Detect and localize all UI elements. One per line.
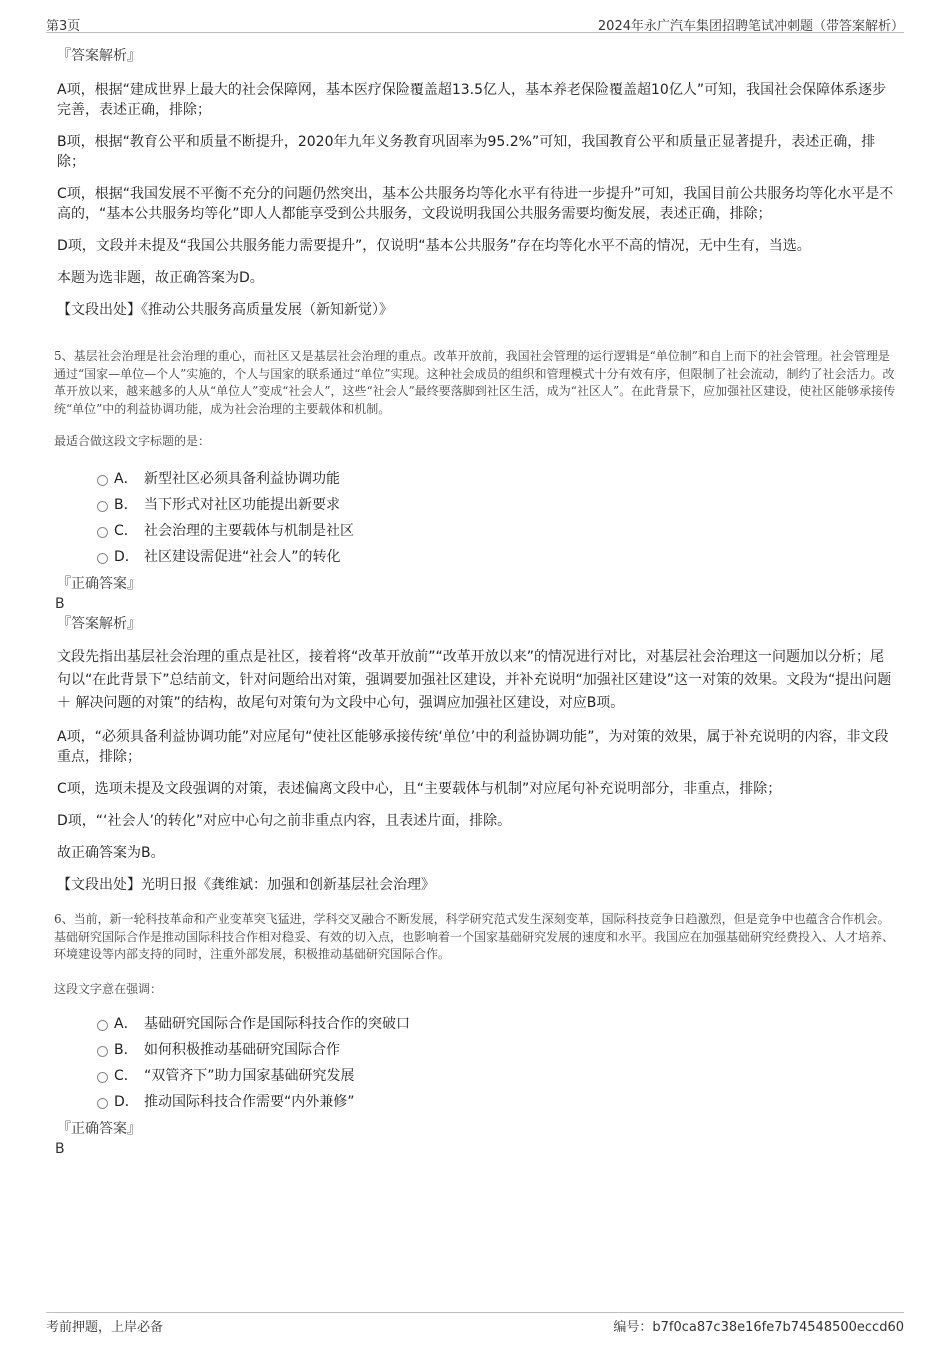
question-6-option-b[interactable] [57, 1037, 897, 1063]
option-text: 社区建设需促进“社会人”的转化 [144, 549, 341, 565]
question-6-option-a[interactable] [57, 1011, 897, 1037]
footer-slogan: 考前押题，上岸必备 [46, 1320, 164, 1335]
correct-answer-label: 『正确答案』 [57, 576, 141, 592]
q5-analysis-conclusion: 故正确答案为B。 [57, 845, 165, 861]
q5-analysis-c: C项，选项未提及文段强调的对策，表述偏离文段中心，且“主要载体与机制”对应尾句补充说明部分，非重点，排除； [57, 781, 782, 797]
option-text: “双管齐下”助力国家基础研究发展 [144, 1067, 355, 1084]
option-text: 当下形式对社区功能提出新要求 [144, 497, 340, 513]
radio-icon[interactable] [97, 1020, 108, 1031]
q5-analysis-d: D项，“‘社会人’的转化”对应中心句之前非重点内容，且表述片面，排除。 [57, 813, 512, 829]
question-6-options [57, 1011, 897, 1115]
analysis-source: 【文段出处】《推动公共服务高质量发展（新知新觉）》 [57, 302, 393, 318]
analysis-conclusion: 本题为选非题，故正确答案为D。 [57, 270, 264, 286]
question-5-stem: 5、基层社会治理是社会治理的重心，而社区又是基层社会治理的重点。改革开放前，我国社会管理的运行逻辑是“单位制”和自上而下的社会管理。社会管理是通过“国家—单位—个人”实施的，个人与国家的联系通过“单位”实现。这种社会成员的组织和管理模式十分有效有序，但限制了社会流动，制约了社会活力。改革开放以来，越来越多的人从“单位人”变成“社会人”，这些“社会人”最终要落脚到社区生活，成为“社区人”。在此背景下，应加强社区建设，使社区能够承接传统“单位”中的利益协调功能，成为社会治理的主要载体和机制。 [54, 349, 896, 416]
code-label: 编号： [613, 1320, 653, 1335]
option-letter: D． [114, 549, 139, 565]
correct-answer-value: B [55, 596, 65, 612]
option-text: 新型社区必须具备利益协调功能 [144, 471, 340, 487]
document-code [613, 1316, 904, 1335]
q5-analysis-main: 文段先指出基层社会治理的重点是社区，接着将“改革开放前”“改革开放以来”的情况进行对比，对基层社会治理这一问题加以分析；尾句以“在此背景下”总结前文，针对问题给出对策，强调要加强社区建设，并补充说明“加强社区建设”这一对策的效果。文段为“提出问题 ＋ 解决问题的对策”的结构，故尾句对策句为文段中心句，强调应加强社区建设，对应B项。 [57, 649, 892, 711]
question-6-prompt: 这段文字意在强调： [54, 981, 163, 996]
question-5-options [57, 466, 897, 570]
question-5-option-b[interactable] [57, 492, 897, 518]
question-5-prompt: 最适合做这段文字标题的是： [54, 434, 211, 448]
radio-icon[interactable] [97, 1072, 108, 1083]
option-letter: A． [114, 471, 138, 487]
q5-source: 【文段出处】光明日报《龚维斌：加强和创新基层社会治理》 [57, 877, 435, 893]
q5-analysis-a: A项，“必须具备利益协调功能”对应尾句“使社区能够承接传统‘单位’中的利益协调功能”，为对策的效果，属于补充说明的内容，非文段重点，排除； [57, 729, 889, 765]
document-title: 2024年永广汽车集团招聘笔试冲刺题（带答案解析） [597, 19, 904, 34]
analysis-label: 『答案解析』 [57, 48, 141, 64]
radio-icon[interactable] [97, 527, 108, 538]
option-text: 推动国际科技合作需要“内外兼修” [144, 1093, 355, 1110]
option-text: 如何积极推动基础研究国际合作 [144, 1041, 340, 1058]
radio-icon[interactable] [97, 553, 108, 564]
radio-icon[interactable] [97, 1046, 108, 1057]
correct-answer-value: B [55, 1140, 65, 1157]
option-letter: A． [114, 1015, 138, 1032]
radio-icon[interactable] [97, 501, 108, 512]
option-letter: C． [114, 523, 138, 539]
question-6-stem: 6、当前，新一轮科技革命和产业变革突飞猛进，学科交叉融合不断发展，科学研究范式发生深刻变革，国际科技竞争日趋激烈，但是竞争中也蕴含合作机会。基础研究国际合作是推动国际科技合作相对稳妥、有效的切入点，也影响着一个国家基础研究发展的速度和水平。我国应在加强基础研究经费投入、人才培养、环境建设等内部支持的同时，注重外部发展，积极推动基础研究国际合作。 [54, 912, 895, 961]
option-text: 基础研究国际合作是国际科技合作的突破口 [144, 1015, 410, 1032]
option-letter: C． [114, 1067, 138, 1084]
question-5-option-c[interactable] [57, 518, 897, 544]
code-value: b7f0ca87c38e16fe7b74548500eccd60 [652, 1320, 904, 1335]
question-5-option-a[interactable] [57, 466, 897, 492]
analysis-label: 『答案解析』 [57, 616, 141, 632]
page-footer [46, 1312, 904, 1336]
question-5-option-d[interactable] [57, 544, 897, 570]
page-content [54, 46, 897, 1159]
correct-answer-label: 『正确答案』 [57, 1120, 141, 1137]
question-6-option-c[interactable] [57, 1063, 897, 1089]
radio-icon[interactable] [97, 1098, 108, 1109]
analysis-item-a: A项，根据“建成世界上最大的社会保障网，基本医疗保险覆盖超13.5亿人，基本养老保险覆盖超10亿人”可知，我国社会保障体系逐步完善，表述正确，排除； [57, 82, 887, 118]
option-letter: B． [114, 497, 138, 513]
analysis-item-c: C项，根据“我国发展不平衡不充分的问题仍然突出，基本公共服务均等化水平有待进一步提升”可知，我国目前公共服务均等化水平是不高的，“基本公共服务均等化”即人人都能享受到公共服务，文段说明我国公共服务需要均衡发展，表述正确，排除； [57, 186, 894, 222]
option-text: 社会治理的主要载体与机制是社区 [144, 523, 354, 539]
analysis-item-d: D项，文段并未提及“我国公共服务能力需要提升”，仅说明“基本公共服务”存在均等化水平不高的情况，无中生有，当选。 [57, 238, 811, 254]
radio-icon[interactable] [97, 475, 108, 486]
analysis-item-b: B项，根据“教育公平和质量不断提升，2020年九年义务教育巩固率为95.2%”可知，我国教育公平和质量正显著提升，表述正确，排除； [57, 134, 876, 170]
question-6-option-d[interactable] [57, 1089, 897, 1115]
page-header [46, 12, 904, 33]
page-number: 第3页 [46, 19, 81, 34]
option-letter: D． [114, 1093, 139, 1110]
option-letter: B． [114, 1041, 138, 1058]
